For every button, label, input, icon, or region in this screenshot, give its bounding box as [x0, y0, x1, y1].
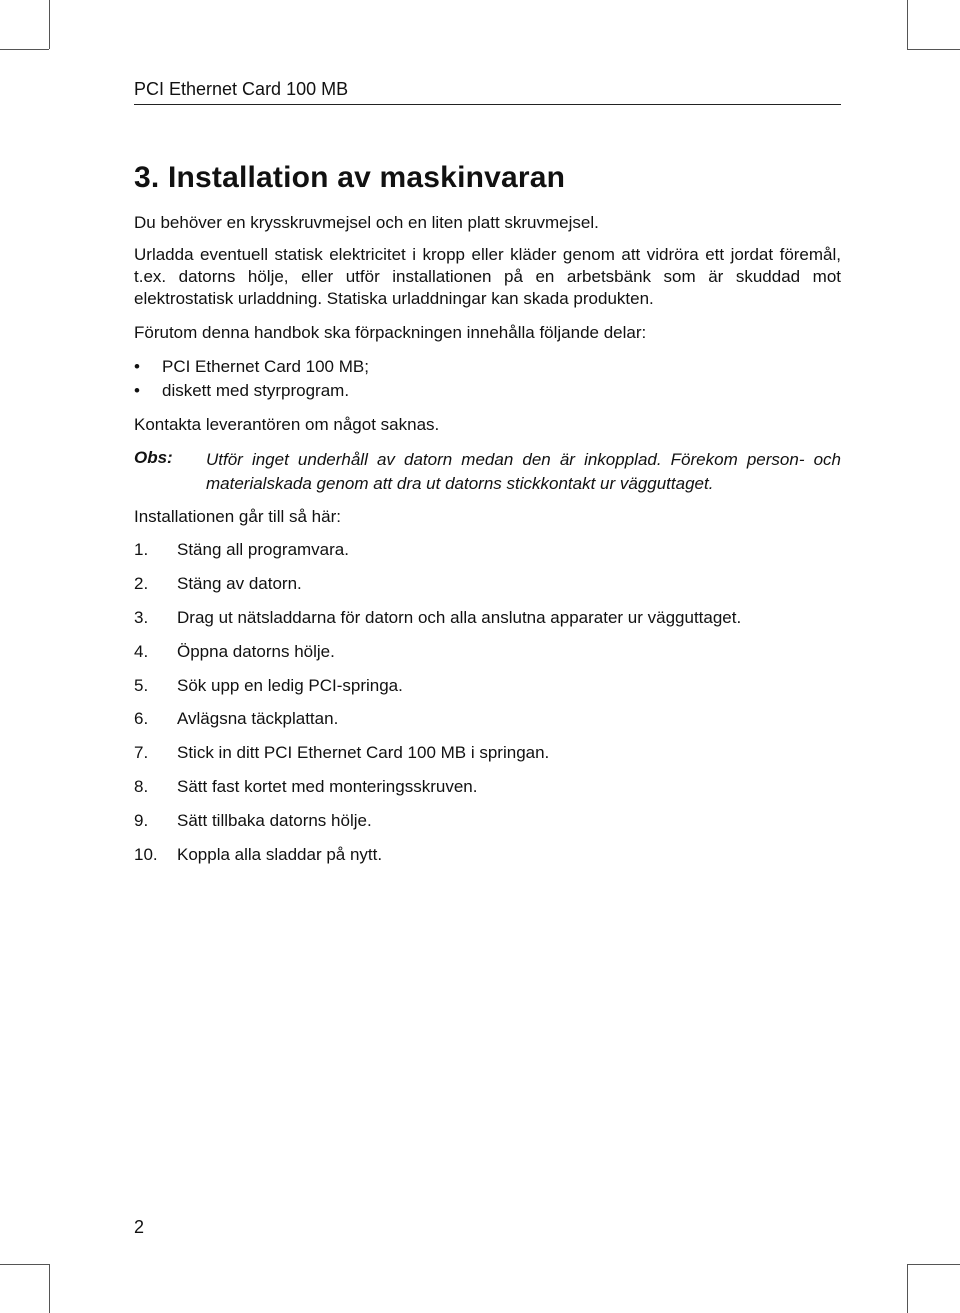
package-contents-intro: Förutom denna handbok ska förpackningen innehålla följande delar:: [134, 323, 647, 342]
step-number: 5.: [134, 676, 149, 695]
section-heading: 3. Installation av maskinvaran: [134, 161, 566, 194]
step-number: 4.: [134, 642, 149, 661]
crop-mark-bottom-left-h: [0, 1264, 49, 1265]
step-number: 3.: [134, 608, 149, 627]
step-text: Sätt tillbaka datorns hölje.: [177, 811, 372, 830]
note-text: Utför inget underhåll av datorn medan den är inkopplad. Förekom person- och materialskada genom att dra ut datorns stickkontakt ur vägguttaget.: [206, 450, 841, 493]
contact-paragraph: Kontakta leverantören om något saknas.: [134, 415, 440, 434]
step-number: 10.: [134, 845, 158, 864]
step-number: 8.: [134, 777, 149, 796]
step-text: Sök upp en ledig PCI-springa.: [177, 676, 403, 695]
tools-paragraph: Du behöver en krysskruvmejsel och en liten platt skruvmejsel.: [134, 213, 599, 232]
crop-mark-top-right-v: [907, 0, 908, 49]
crop-mark-top-right-h: [907, 49, 960, 50]
crop-mark-bottom-right-v: [907, 1264, 908, 1313]
bullet-icon: •: [134, 381, 140, 400]
step-number: 7.: [134, 743, 149, 762]
step-text: Sätt fast kortet med monteringsskruven.: [177, 777, 478, 796]
static-warning-paragraph: Urladda eventuell statisk elektricitet i kropp eller kläder genom att vidröra ett jordat föremål, t.ex. datorns hölje, eller utför installationen på en arbetsbänk som är skuddad mot elektrostatisk urladdning. Statiska urladdningar kan skada produkten.: [134, 245, 841, 308]
step-number: 6.: [134, 709, 149, 728]
step-text: Stäng av datorn.: [177, 574, 302, 593]
page-number: 2: [134, 1217, 145, 1237]
list-item-text: PCI Ethernet Card 100 MB;: [162, 357, 369, 376]
crop-mark-top-left-h: [0, 49, 49, 50]
step-text: Öppna datorns hölje.: [177, 642, 335, 661]
step-text: Stick in ditt PCI Ethernet Card 100 MB i springan.: [177, 743, 550, 762]
step-number: 9.: [134, 811, 149, 830]
header-rule: [134, 104, 841, 105]
step-text: Koppla alla sladdar på nytt.: [177, 845, 383, 864]
step-text: Avlägsna täckplattan.: [177, 709, 339, 728]
crop-mark-bottom-left-v: [49, 1264, 50, 1313]
step-number: 2.: [134, 574, 149, 593]
bullet-icon: •: [134, 357, 140, 376]
crop-mark-top-left-v: [49, 0, 50, 49]
step-text: Drag ut nätsladdarna för datorn och alla anslutna apparater ur vägguttaget.: [177, 608, 742, 627]
step-number: 1.: [134, 540, 149, 559]
step-text: Stäng all programvara.: [177, 540, 349, 559]
list-item-text: diskett med styrprogram.: [162, 381, 350, 400]
steps-intro: Installationen går till så här:: [134, 507, 341, 526]
note-label: Obs:: [134, 448, 173, 467]
running-header: PCI Ethernet Card 100 MB: [134, 79, 349, 99]
crop-mark-bottom-right-h: [907, 1264, 960, 1265]
